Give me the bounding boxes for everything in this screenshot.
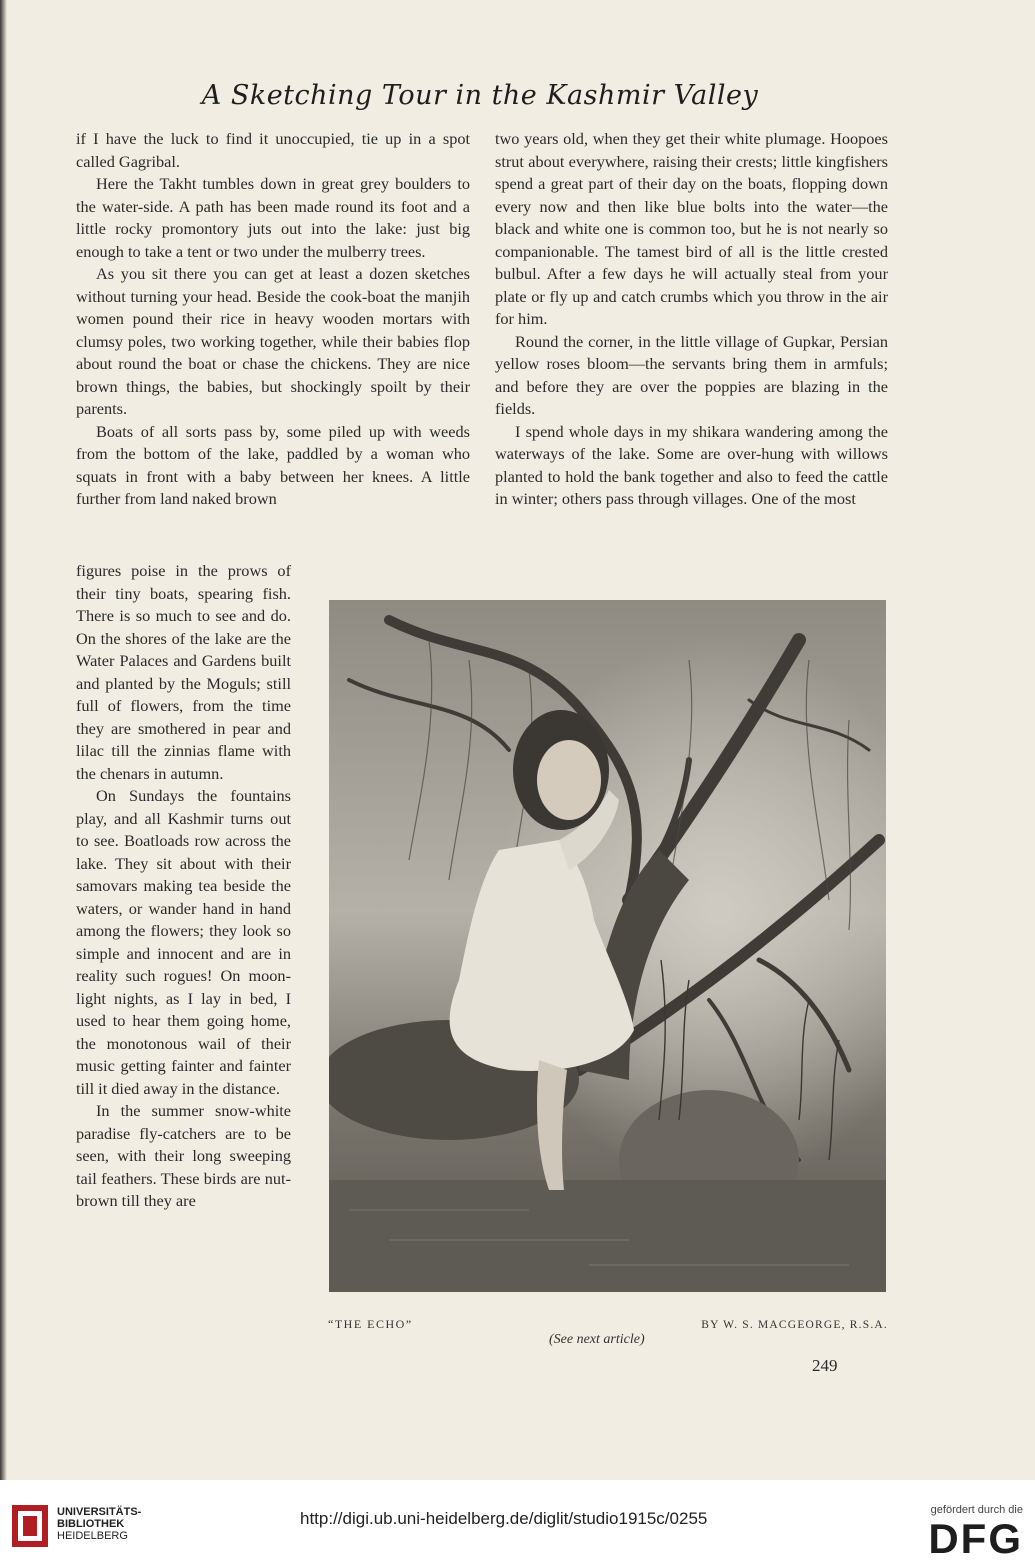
library-name-line: UNIVERSITÄTS- [57,1506,142,1518]
paragraph: two years old, when they get their white plumage. Hoopoes strut about everywhere, raising their crests; little kingfishers spend a great part of their day on the boats, flopping down every now and then like blue bolts into the water—the black and white one is common too, but he is not nearly so companionable. The tamest bird of all is the little crested bulbul. After a few days he will actually steal from your plate or fly up and catch crumbs which you throw in the air for him. [495,129,888,328]
funding-note: gefördert durch die [930,1504,1023,1516]
illustration-title: “THE ECHO” [328,1317,413,1331]
paragraph: Here the Takht tumbles down in great grey boulders to the water-side. A path has been made round its foot and a little rocky promontory juts out into the lake: just big enough to take a tent or two under the mulberry trees. [76,174,470,261]
paragraph: Round the corner, in the little village of Gupkar, Persian yellow roses bloom—the servants bring them in armfuls; and before they are over the poppies are blazing in the fields. [495,331,888,418]
right-column [495,128,888,511]
paragraph: As you sit there you can get at least a dozen sketches without turning your head. Beside the cook-boat the manjih women pound their rice in heavy wooden mortars with clumsy poles, two working together, while their babies flop about round the boat or chase the chickens. They are nice brown things, the babies, but shockingly spoilt by their parents. [76,264,470,418]
library-name [57,1506,141,1542]
painting-illustration [329,600,886,1292]
library-name-line: HEIDELBERG [57,1530,128,1542]
left-column [76,128,470,511]
page-edge-shadow [0,0,7,1480]
painting-the-echo [329,600,886,1292]
library-logo-icon [12,1499,48,1553]
library-name-line: BIBLIOTHEK [57,1518,125,1530]
paragraph: Boats of all sorts pass by, some piled up with weeds from the bottom of the lake, paddled by a woman who squats in front with a baby between her knees. A little further from land naked brown [76,421,470,508]
paragraph: if I have the luck to find it unoccupied, tie up in a spot called Gagribal. [76,129,470,171]
paragraph: figures poise in the prows of their tiny boats, spearing fish. There is so much to see and do. On the shores of the lake are the Water Palaces and Gardens built and planted by the Moguls; still full of flowers, from the time they are smothered in pear and lilac till the zinnias flame with the chenars in autumn. [76,561,291,783]
page-number: 249 [812,1356,838,1375]
dfg-logo: DFG [928,1515,1023,1562]
illustration-note: (See next article) [549,1332,645,1347]
left-narrow-column [76,560,291,1213]
paragraph: I spend whole days in my shikara wandering among the waterways of the lake. Some are over-hung with willows planted to hold the bank together and also to feed the cattle in winter; others pass through villages. One of the most [495,421,888,508]
paragraph: In the summer snow-white paradise fly-catchers are to be seen, with their long sweeping tail feathers. These birds are nut-brown till they are [76,1101,291,1210]
digitization-footer [0,1480,1035,1565]
illustration-credit: BY W. S. MACGEORGE, R.S.A. [701,1319,888,1331]
paragraph: On Sundays the fountains play, and all Kashmir turns out to see. Boatloads row across the lake. They sit about with their samovars making tea beside the waters, or wander hand in hand among the flowers; they look so simple and innocent and are in reality such rogues! On moon-light nights, as I lay in bed, I used to hear them going home, the monotonous wail of their music getting fainter and fainter till it died away in the distance. [76,786,291,1098]
source-url-link[interactable]: http://digi.ub.uni-heidelberg.de/diglit/studio1915c/0255 [300,1509,708,1528]
running-title: A Sketching Tour in the Kashmir Valley [201,80,759,111]
